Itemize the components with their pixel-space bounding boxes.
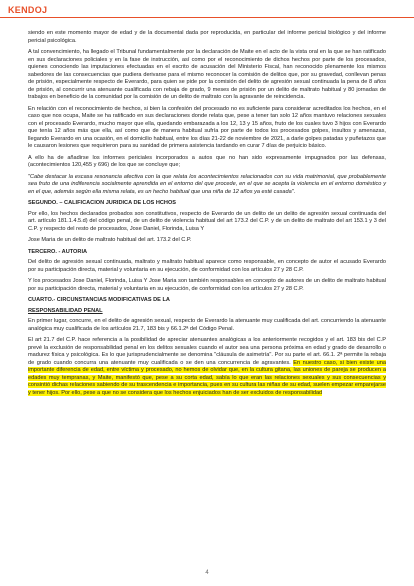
page-number: 4 <box>205 570 209 576</box>
paragraph: A ello ha de añadirse los informes periciales incorporados a autos que no han sido expresamente impugnados por las defensas, (acontecimientos 120,455 y 696) de los que se concluye que; <box>28 154 386 168</box>
document-body <box>28 30 386 401</box>
expert-report-quote: "Cabe destacar la escasa resonancia afectiva con la que relata los acontecimientos relacionados con su vida matrimonial, que probablemente sea fruto de una indiferencia socialmente aprendida en el entorno del que procede, en el que se acepta la violencia en el entorno doméstico y en el que, además según ella misma relata, es un hecho habitual que una niña de 12 años ya esté casada". <box>28 173 386 195</box>
section-subheading-responsabilidad: RESPONSABILIDAD PENAL <box>28 307 103 314</box>
header-divider <box>0 17 414 18</box>
highlighted-text: En nuestro caso, si bien existe una importante diferencia de edad, entre víctima y procesado, no hemos de olvidar que, en la cultura gitana, las uniones de pareja se producen a edades muy tempranas, y Maite, manifestó que, pese a su corta edad, sabía lo que eran las relaciones sexuales y sus consecuencias y consintió dichas relaciones sabiendo de su trascendencia e importancia, pues en su cultura las niñas de su edad, suelen empezar emparejarse y tener hijos. Por ello, pese a que no se considera que los hechos enjuiciados han de ser excluidos de responsabilidad <box>28 359 387 396</box>
paragraph: Jose Maria de un delito de maltrato habitual del art. 173.2 del C.P. <box>28 237 192 243</box>
section-heading-segundo: SEGUNDO. – CALIFICACION JURIDICA DE LOS HCHOS <box>28 200 177 206</box>
section-heading-tercero: TERCERO. - AUTORIA <box>28 248 88 255</box>
paragraph: Del delito de agresión sexual continuada, maltrato y maltrato habitual aparece como responsable, en concepto de autor el acusado Everardo por su participación directa, material y voluntaria en su ejecución, de conformidad con los artículos 27 y 28 C.P. <box>28 259 386 273</box>
paragraph: En primer lugar, concurre, en el delito de agresión sexual, respecto de Everardo la atenuante muy cualificada del art. concurriendo la atenuante analógica muy cualificada de los artículos 21.7, 183 bis y 66.1.2ª del Código Penal. <box>28 318 386 332</box>
paragraph: A tal convencimiento, ha llegado el Tribunal fundamentalmente por la declaración de Maite en el acto de la vista oral en la que se han ratificado en sus declaraciones policiales y en la fase de instrucción, así como por el reconocimiento de dichos hechos por parte de los procesados, quienes conociendo las imputaciones efectuadas en el escrito de acusación del Ministerio Fiscal, han reconocido plenamente los mismos sabedores de las consecuencias que pudiera derivarse para el mismo reconocer la comisión de delitos que, por su gravedad, conllevan penas de prisión, especialmente respecto de Everardo, para quien se pide por la comisión del delito de agresión sexual continuada la pena de 8 años de prisión, al concurrir una atenuante cualificada con rebaja de grado, 9 meses de prisión por un delito de maltrato habitual y 80 jornadas de trabajos en beneficio de la comunidad por la comisión de un delito de maltrato con la agravante de reincidencia. <box>28 49 386 100</box>
brand-logo: KENDOJ <box>8 5 48 15</box>
paragraph: siendo en este momento mayor de edad y de la documental dada por reproducida, en particular del informe pericial biológico y del informe pericial psicológica. <box>28 30 386 44</box>
paragraph-with-highlight <box>28 337 386 397</box>
paragraph: En relación con el reconocimiento de hechos, si bien la confesión del procesado no es suficiente para considerar acreditados los hechos, en el caso que nos ocupa, Maite se ha ratificado en sus declaraciones donde relata que, pese a tener tan solo 12 años mantuvo relaciones sexuales con el procesado Everardo, mucho mayor que ella, quedando embarazada a los 12, 13 y 15 años, fruto de los cuales tuvo 3 hijos con Everardo que tenía 12 años más que ella, así como que de manera habitual sufría por parte de todos los procesados golpes, insultos y amenazas, llegando Everardo en una ocasión, en el domicilio habitual, entre los días 21-22 de noviembre de 2021, a darle golpes patadas y puñetazos que le causaron lesiones que requirieron para su sanidad de primera asistencia tardando en curar 7 días de perjuicio básico. <box>28 105 386 149</box>
paragraph-text: El art 21.7 del C.P. hace referencia a la posibilidad de apreciar atenuantes analógicas a los anteriormente recogidos y el art. 183 bis del C.P prevé la exclusión de responsabilidad penal en los delitos sexuales cuando el autor sea una persona próxima en edad y grado de desarrollo o madurez física y psicológica. Es lo que jurisprudencialmente se denomina "cláusula de asimetría". Por su parte el art. 66.1. 2ª permite la rebaja de grado cuando concurra una atenuante muy cualificada o se den una concurrencia de agravantes. <box>28 337 386 366</box>
paragraph: Por ello, los hechos declarados probados son constitutivos, respecto de Everardo de un delito de un delito de agresión sexual continuada del art. artículo 181.1.4.5.d) del código penal, de un delito de violencia habitual del art 173.2 del C.P. y de un delito de maltrato del art 153.1 y 3 del C.P. y respecto del resto de procesados, Jose Daniel, Florinda, Luisa Y <box>28 210 386 232</box>
paragraph: Y los procesados Jose Daniel, Florinda, Luisa Y Jose Maria son también responsables en concepto de autores de un delito de maltrato habitual por su participación directa, material y voluntaria en su ejecución, de conformidad con los artículos 27 y 28 C.P. <box>28 278 386 292</box>
section-heading-cuarto: CUARTO.- CIRCUNSTANCIAS MODIFICATIVAS DE LA <box>28 297 170 303</box>
